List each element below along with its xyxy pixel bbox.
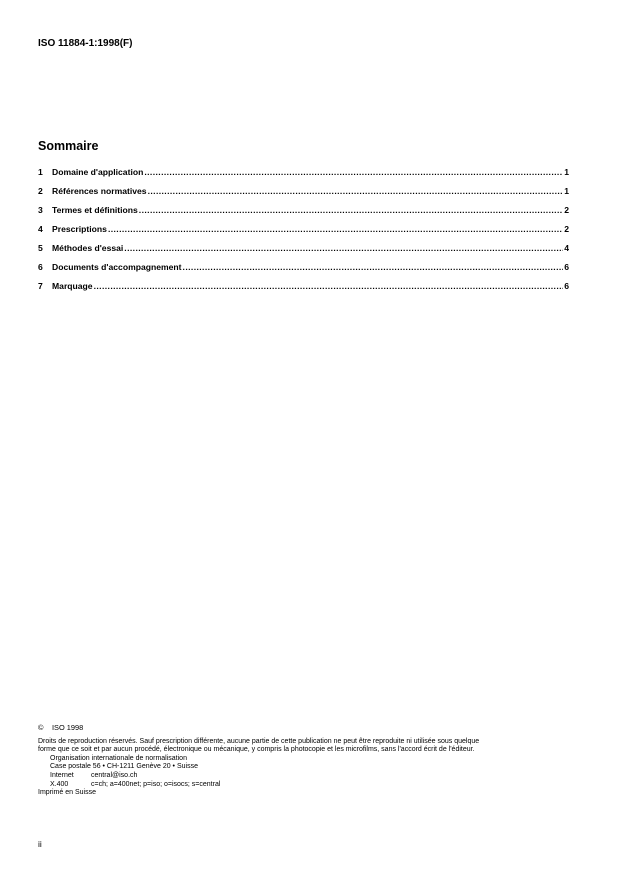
toc-entry[interactable] <box>38 167 569 186</box>
toc-entry-label: Méthodes d'essai <box>52 243 124 253</box>
internet-email[interactable]: central@iso.ch <box>91 771 138 779</box>
toc-entry[interactable] <box>38 281 569 300</box>
toc-leader-dots <box>94 281 564 291</box>
toc-entry-page: 2 <box>564 224 569 234</box>
toc-entry-page: 1 <box>564 167 569 177</box>
toc-entry-number: 3 <box>38 205 43 215</box>
table-of-contents <box>38 167 569 300</box>
internet-label: Internet <box>50 771 74 779</box>
toc-entry-page: 6 <box>564 262 569 272</box>
copyright-line <box>38 724 583 733</box>
toc-entry[interactable] <box>38 262 569 281</box>
toc-entry-number: 2 <box>38 186 43 196</box>
x400-address: c=ch; a=400net; p=iso; o=isocs; s=central <box>91 780 221 788</box>
toc-entry-page: 2 <box>564 205 569 215</box>
organisation-name: Organisation internationale de normalisation <box>50 754 187 762</box>
rights-notice <box>38 738 583 755</box>
toc-leader-dots <box>139 205 563 215</box>
toc-entry[interactable] <box>38 243 569 262</box>
toc-entry-page: 6 <box>564 281 569 291</box>
internet-row <box>50 772 583 781</box>
postal-address: Case postale 56 • CH-1211 Genève 20 • Suisse <box>50 763 198 771</box>
toc-entry-page: 4 <box>564 243 569 253</box>
toc-entry-number: 4 <box>38 224 43 234</box>
toc-entry-number: 6 <box>38 262 43 272</box>
toc-entry-label: Prescriptions <box>52 224 107 234</box>
rights-line: forme que ce soit et par aucun procédé, électronique ou mécanique, y compris la photocopie et les microfilms, sans l'accord écrit de l'éditeur. <box>38 746 475 754</box>
toc-entry[interactable] <box>38 205 569 224</box>
toc-leader-dots <box>124 243 563 253</box>
toc-entry-label: Domaine d'application <box>52 167 144 177</box>
x400-label: X.400 <box>50 780 69 788</box>
publisher-contact <box>38 755 583 789</box>
toc-entry-number: 7 <box>38 281 43 291</box>
toc-leader-dots <box>148 186 564 196</box>
toc-leader-dots <box>108 224 563 234</box>
toc-entry[interactable] <box>38 224 569 243</box>
toc-leader-dots <box>183 262 564 272</box>
toc-entry-number: 1 <box>38 167 43 177</box>
document-id: ISO 11884-1:1998(F) <box>38 38 133 49</box>
page-number: ii <box>38 839 42 849</box>
toc-entry-number: 5 <box>38 243 43 253</box>
copyright-text: ISO 1998 <box>52 723 84 732</box>
copyright-block <box>38 724 583 798</box>
x400-row <box>50 781 583 790</box>
toc-entry-label: Documents d'accompagnement <box>52 262 182 272</box>
toc-entry-page: 1 <box>564 186 569 196</box>
toc-entry-label: Références normatives <box>52 186 147 196</box>
toc-entry[interactable] <box>38 186 569 205</box>
toc-title: Sommaire <box>38 139 99 153</box>
printed-in: Imprimé en Suisse <box>38 789 96 797</box>
toc-leader-dots <box>144 167 563 177</box>
rights-line: Droits de reproduction réservés. Sauf prescription différente, aucune partie de cette publication ne peut être reproduite ni utilisée sous quelque <box>38 737 480 745</box>
toc-entry-label: Termes et définitions <box>52 205 138 215</box>
toc-entry-label: Marquage <box>52 281 93 291</box>
copyright-icon: © <box>38 723 44 732</box>
